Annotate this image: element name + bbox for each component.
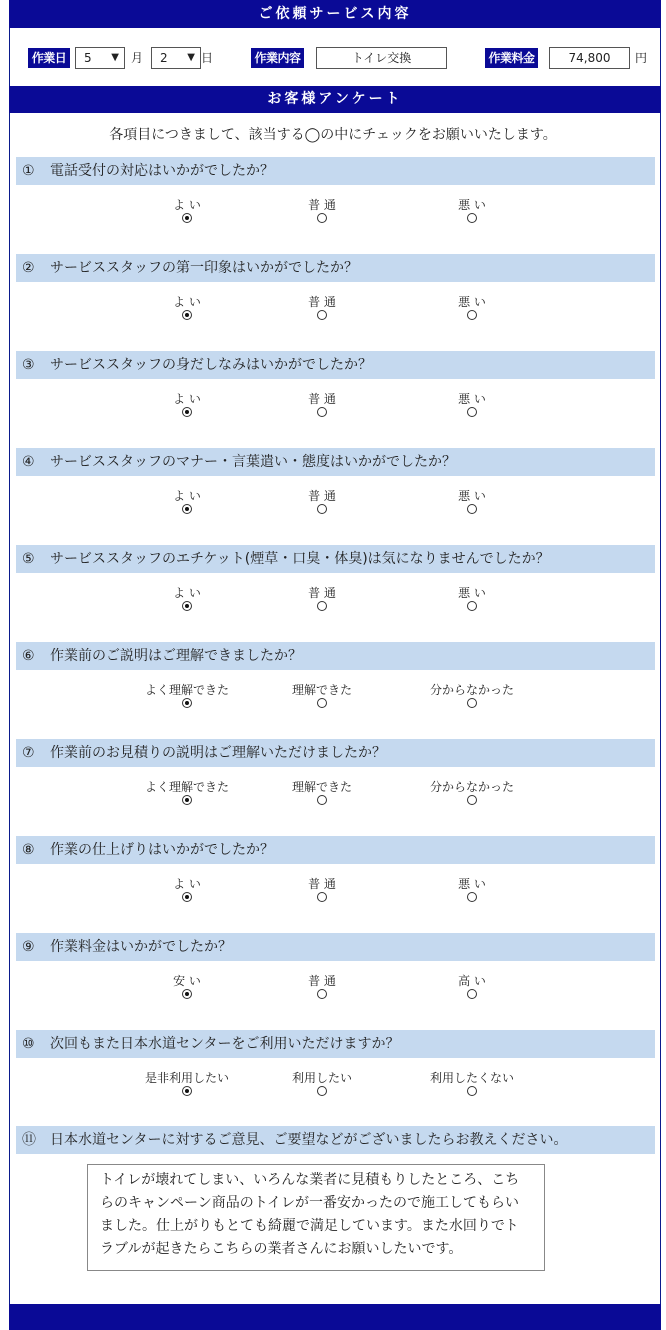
q7-option-2[interactable] [262,779,382,805]
option-label: 普 通 [308,198,336,212]
question-text: 日本水道センターに対するご意見、ご要望などがございましたらお教えください。 [50,1132,568,1148]
q7-option-3[interactable] [412,779,532,805]
chevron-down-icon: ▼ [187,52,195,63]
option-label: 理解できた [291,780,352,794]
q3-option-2[interactable] [262,391,382,417]
question-3 [16,351,655,379]
radio-button[interactable] [182,795,192,805]
radio-button[interactable] [317,601,327,611]
question-1 [16,157,655,185]
q2-option-1[interactable] [127,294,247,320]
question-11 [16,1126,655,1154]
question-number: ③ [22,357,35,373]
radio-button[interactable] [182,213,192,223]
q2-option-2[interactable] [262,294,382,320]
chevron-down-icon: ▼ [111,52,119,63]
q9-option-2[interactable] [262,973,382,999]
q6-option-1[interactable] [127,682,247,708]
radio-button[interactable] [317,892,327,902]
question-text: 次回もまた日本水道センターをご利用いただけますか？ [50,1036,400,1052]
question-number: ⑤ [22,551,35,567]
q5-option-1[interactable] [127,585,247,611]
question-7 [16,739,655,767]
option-label: 悪 い [458,586,486,600]
q3-option-1[interactable] [127,391,247,417]
q4-option-2[interactable] [262,488,382,514]
radio-button[interactable] [182,504,192,514]
q10-option-2[interactable] [262,1070,382,1096]
radio-button[interactable] [182,407,192,417]
radio-button[interactable] [467,213,477,223]
fee-unit: 円 [635,51,648,65]
option-label: よ い [173,489,201,503]
question-number: ⑩ [22,1036,35,1052]
service-header [9,0,661,28]
q8-option-2[interactable] [262,876,382,902]
radio-button[interactable] [182,698,192,708]
radio-button[interactable] [467,407,477,417]
option-label: 安 い [173,974,201,988]
survey-header-title: お客様アンケート [267,91,403,107]
radio-button[interactable] [182,989,192,999]
question-text: 作業の仕上げりはいかがでしたか？ [50,842,274,858]
work-fee-label: 作業料金 [485,48,538,68]
q9-option-3[interactable] [412,973,532,999]
option-label: 普 通 [308,586,336,600]
option-label: よ い [173,877,201,891]
question-8 [16,836,655,864]
option-label: 利用したい [291,1071,352,1085]
q5-option-2[interactable] [262,585,382,611]
option-label: 普 通 [308,295,336,309]
question-text: サービススタッフの第一印象はいかがでしたか？ [50,260,358,276]
question-5 [16,545,655,573]
day-unit: 日 [201,51,214,65]
month-select[interactable] [75,47,125,69]
option-label: 普 通 [308,877,336,891]
month-unit: 月 [131,51,144,65]
option-label: よ い [173,295,201,309]
question-2 [16,254,655,282]
radio-button[interactable] [317,213,327,223]
radio-button[interactable] [182,601,192,611]
question-text: サービススタッフのエチケット(煙草・口臭・体臭)は気になりませんでしたか？ [50,551,550,567]
radio-button[interactable] [317,504,327,514]
q10-option-1[interactable] [127,1070,247,1096]
option-label: 是非利用したい [144,1071,229,1085]
radio-button[interactable] [317,698,327,708]
option-label: 普 通 [308,392,336,406]
option-label: よく理解できた [144,780,229,794]
question-number: ① [22,163,35,179]
month-value: 5 [84,51,92,65]
radio-button[interactable] [467,989,477,999]
q10-option-3[interactable] [412,1070,532,1096]
radio-button[interactable] [317,1086,327,1096]
radio-button[interactable] [467,698,477,708]
option-label: 悪 い [458,295,486,309]
q7-option-1[interactable] [127,779,247,805]
radio-button[interactable] [317,310,327,320]
option-label: 悪 い [458,877,486,891]
comment-textarea[interactable]: トイレが壊れてしまい、いろんな業者に見積もりしたところ、こちらのキャンペーン商品のトイレが一番安かったので施工してもらいました。仕上がりもとても綺麗で満足しています。また水回りでトラブルが起きたらこちらの業者さんにお願いしたいです。 [87,1164,545,1271]
q4-option-1[interactable] [127,488,247,514]
q6-option-2[interactable] [262,682,382,708]
option-label: 高 い [458,974,486,988]
q6-option-3[interactable] [412,682,532,708]
option-label: よく理解できた [144,683,229,697]
q4-option-3[interactable] [412,488,532,514]
option-label: 普 通 [308,489,336,503]
q9-option-1[interactable] [127,973,247,999]
option-label: よ い [173,392,201,406]
option-label: 悪 い [458,392,486,406]
radio-button[interactable] [467,892,477,902]
q1-option-1[interactable] [127,197,247,223]
question-text: 作業料金はいかがでしたか？ [50,939,232,955]
option-label: 分からなかった [429,683,514,697]
option-label: 利用したくない [429,1071,514,1085]
question-number: ⑨ [22,939,35,955]
radio-button[interactable] [467,601,477,611]
question-number: ⑪ [22,1132,36,1148]
q5-option-3[interactable] [412,585,532,611]
radio-button[interactable] [467,1086,477,1096]
question-number: ⑥ [22,648,35,664]
q8-option-3[interactable] [412,876,532,902]
q1-option-2[interactable] [262,197,382,223]
radio-button[interactable] [182,310,192,320]
option-label: よ い [173,198,201,212]
question-number: ⑦ [22,745,35,761]
survey-instruction: 各項目につきまして、該当する◯の中にチェックをお願いいたします。 [109,127,557,143]
question-9 [16,933,655,961]
question-text: 作業前のお見積りの説明はご理解いただけましたか？ [50,745,386,761]
service-header-title: ご依頼サービス内容 [258,6,412,22]
survey-header [9,86,661,113]
radio-button[interactable] [467,504,477,514]
radio-button[interactable] [467,795,477,805]
question-text: サービススタッフの身だしなみはいかがでしたか？ [50,357,372,373]
option-label: 普 通 [308,974,336,988]
radio-button[interactable] [317,407,327,417]
day-select[interactable] [151,47,201,69]
option-label: よ い [173,586,201,600]
question-4 [16,448,655,476]
footer-bar [9,1304,661,1330]
question-number: ② [22,260,35,276]
radio-button[interactable] [467,310,477,320]
work-content-label: 作業内容 [251,48,304,68]
radio-button[interactable] [317,795,327,805]
q3-option-3[interactable] [412,391,532,417]
question-text: サービススタッフのマナー・言葉遣い・態度はいかがでしたか？ [50,454,456,470]
radio-button[interactable] [317,989,327,999]
question-10 [16,1030,655,1058]
q1-option-3[interactable] [412,197,532,223]
option-label: 悪 い [458,489,486,503]
radio-button[interactable] [182,1086,192,1096]
option-label: 悪 い [458,198,486,212]
work-content-field[interactable]: トイレ交換 [316,47,447,69]
work-date-label: 作業日 [28,48,70,68]
question-number: ⑧ [22,842,35,858]
q8-option-1[interactable] [127,876,247,902]
day-value: 2 [160,51,168,65]
work-fee-field[interactable]: 74,800 [549,47,630,69]
option-label: 理解できた [291,683,352,697]
radio-button[interactable] [182,892,192,902]
q2-option-3[interactable] [412,294,532,320]
option-label: 分からなかった [429,780,514,794]
question-text: 電話受付の対応はいかがでしたか？ [50,163,274,179]
question-6 [16,642,655,670]
question-number: ④ [22,454,35,470]
question-text: 作業前のご説明はご理解できましたか？ [50,648,302,664]
